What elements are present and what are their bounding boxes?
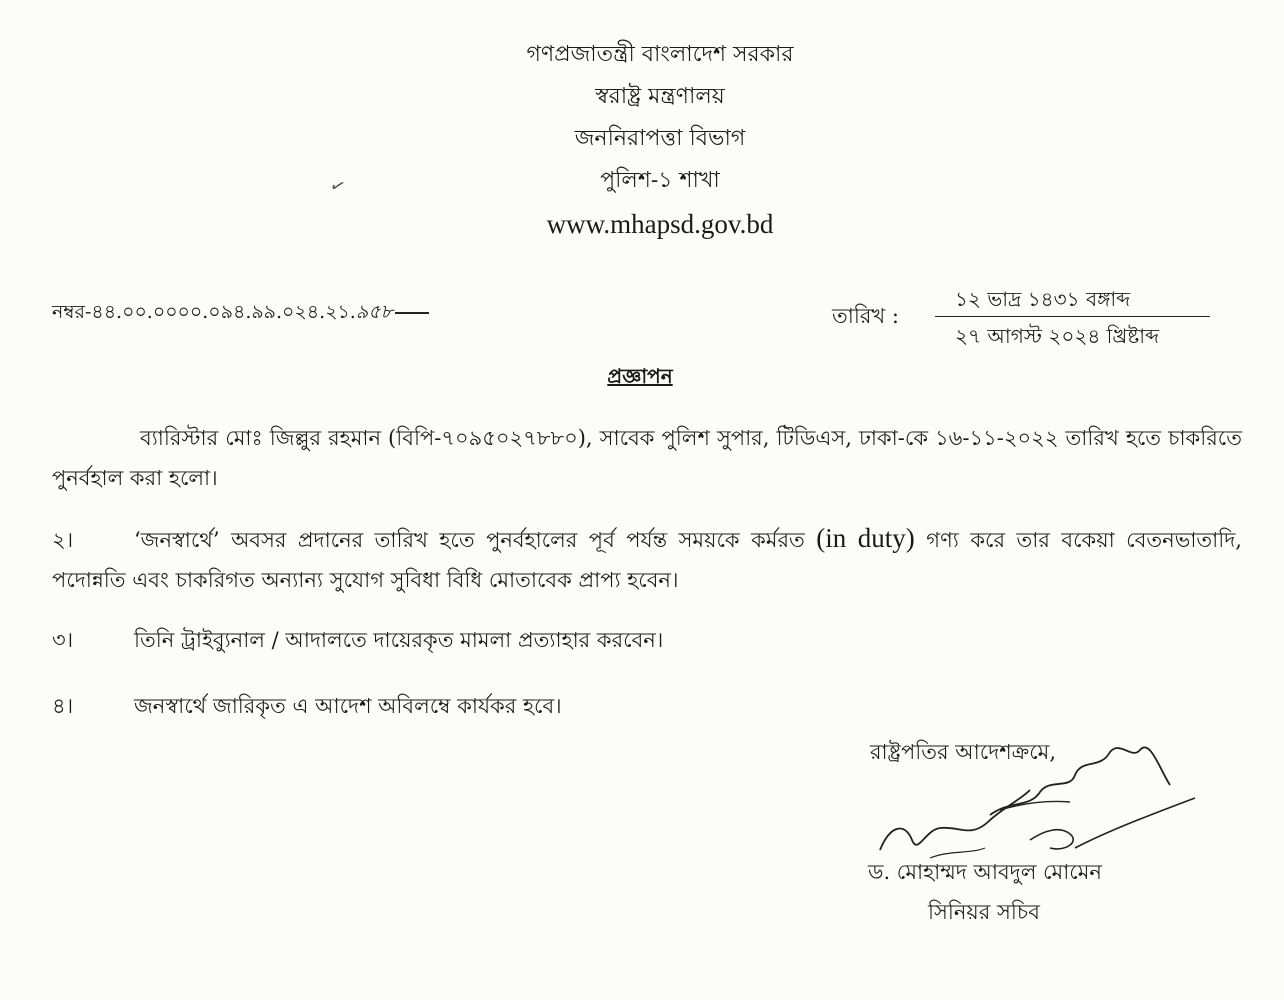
division-name: জননিরাপত্তা বিভাগ [574, 126, 746, 151]
order-of-president: রাষ্ট্রপতির আদেশক্রমে, [870, 740, 1056, 764]
handwritten-dash [395, 312, 429, 314]
paragraph-2-number: ২। [52, 528, 74, 552]
notice-title: প্রজ্ঞাপন [607, 364, 673, 388]
date-block [935, 284, 1235, 351]
paragraph-3 [52, 624, 663, 659]
paragraph-2-in-duty: (in duty) [816, 523, 915, 553]
paragraph-4-number: ৪। [52, 694, 74, 718]
signatory-designation: সিনিয়র সচিব [928, 900, 1040, 924]
date-divider [935, 316, 1210, 317]
paragraph-3-number: ৩। [52, 628, 74, 652]
branch-name: পুলিশ-১ শাখা [600, 168, 720, 193]
tick-mark-icon: ✓ [326, 174, 349, 199]
paragraph-4-text: জনস্বার্থে জারিকৃত এ আদেশ অবিলম্বে কার্যকর হবে। [134, 694, 562, 718]
website-address: www.mhapsd.gov.bd [546, 209, 774, 239]
memo-number-handwritten: ৯৫৮ [355, 301, 393, 323]
ministry-name: স্বরাষ্ট্র মন্ত্রণালয় [595, 84, 725, 109]
paragraph-2-text-b: গণ্য করে তার বকেয়া বেতনভাতাদি, পদোন্নতি এবং চাকরিগত অন্যান্য সুযোগ সুবিধা বিধি মোতাবেক প্রাপ্য হবেন। [52, 528, 1242, 592]
memo-number [52, 298, 429, 330]
date-bangla: ১২ ভাদ্র ১৪৩১ বঙ্গাব্দ [955, 287, 1131, 311]
paragraph-3-text: তিনি ট্রাইব্যুনাল / আদালতে দায়েরকৃত মামলা প্রত্যাহার করবেন। [134, 628, 664, 652]
paragraph-1: ব্যারিস্টার মোঃ জিল্লুর রহমান (বিপি-৭০৯৫০২৭৮৮০), সাবেক পুলিশ সুপার, টিডিএস, ঢাকা-কে ১৬-১১-২০২২ তারিখ হতে চাকরিতে পুনর্বহাল করা হলো। [52, 426, 1243, 490]
date-label: তারিখ : [832, 304, 899, 328]
paragraph-4 [52, 690, 562, 725]
date-gregorian: ২৭ আগস্ট ২০২৪ খ্রিষ্টাব্দ [955, 324, 1160, 348]
memo-number-printed: নম্বর-৪৪.০০.০০০০.০৯৪.৯৯.০২৪.২১. [52, 301, 356, 323]
handwritten-signature [870, 730, 1200, 870]
signatory-name: ড. মোহাম্মদ আবদুল মোমেন [868, 860, 1102, 884]
paragraph-2 [52, 518, 1242, 600]
government-name: গণপ্রজাতন্ত্রী বাংলাদেশ সরকার [526, 42, 794, 67]
paragraph-2-text-a: ‘জনস্বার্থে’ অবসর প্রদানের তারিখ হতে পুনর্বহালের পূর্ব পর্যন্ত সময়কে কর্মরত [134, 528, 817, 552]
letterhead [400, 34, 920, 244]
